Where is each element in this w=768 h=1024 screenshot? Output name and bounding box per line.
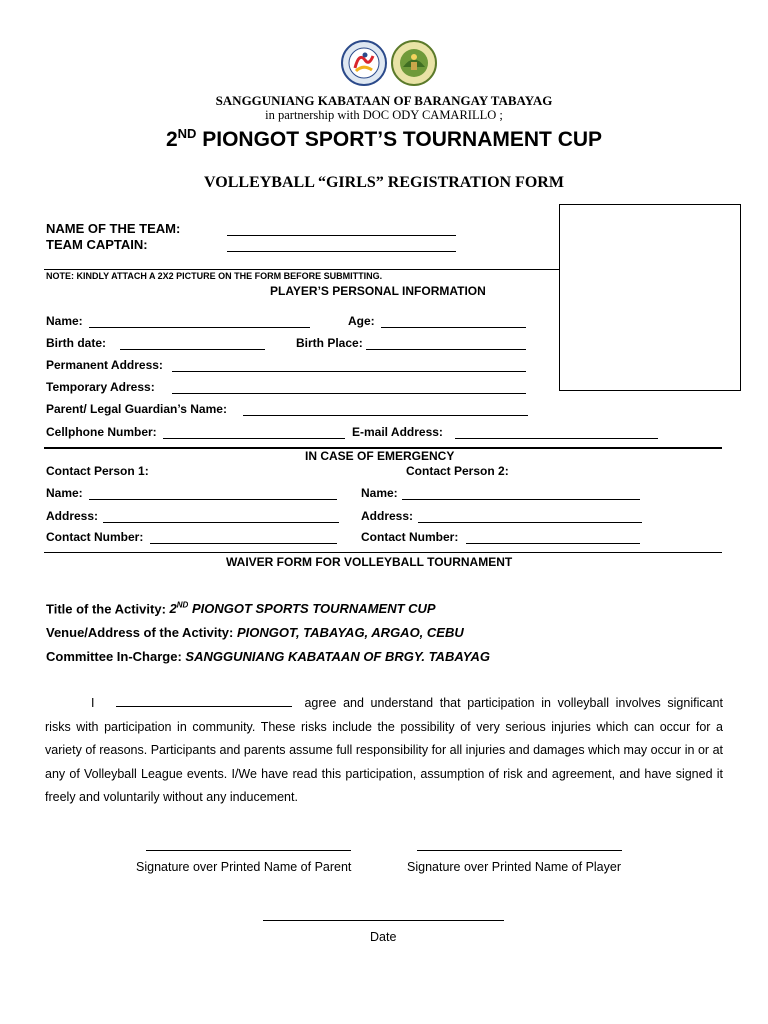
personal-info-heading: PLAYER’S PERSONAL INFORMATION [270, 284, 486, 298]
team-name-label: NAME OF THE TEAM: [46, 221, 181, 236]
age-label: Age: [348, 314, 375, 328]
committee-line [46, 649, 490, 664]
photo-attachment-box[interactable] [559, 204, 741, 391]
date-field[interactable] [263, 920, 504, 921]
contact2-number-label: Contact Number: [361, 530, 459, 544]
activity-title-value [170, 601, 436, 616]
title-superscript: ND [177, 126, 197, 141]
form-title: VOLLEYBALL “GIRLS” REGISTRATION FORM [204, 174, 564, 191]
team-captain-label: TEAM CAPTAIN: [46, 237, 148, 252]
organization-name: SANGGUNIANG KABATAAN OF BARANGAY TABAYAG [215, 93, 553, 108]
team-name-field[interactable] [227, 235, 456, 236]
venue-value: PIONGOT, TABAYAG, ARGAO, CEBU [236, 625, 464, 640]
email-label: E-mail Address: [352, 425, 443, 439]
contact1-number-field[interactable] [150, 543, 337, 544]
birth-place-label: Birth Place: [296, 336, 363, 350]
contact1-name-field[interactable] [89, 499, 337, 500]
player-name-label: Name: [46, 314, 83, 328]
age-field[interactable] [381, 327, 526, 328]
contact-person-2-label: Contact Person 2: [406, 464, 509, 478]
activity-rest: PIONGOT SPORTS TOURNAMENT CUP [188, 601, 436, 617]
parent-signature-field[interactable] [146, 850, 351, 851]
sk-pilipinas-seal-icon [341, 40, 387, 86]
temporary-address-field[interactable] [172, 393, 526, 394]
player-signature-field[interactable] [417, 850, 622, 851]
contact2-number-field[interactable] [466, 543, 640, 544]
parent-signature-label: Signature over Printed Name of Parent [136, 860, 352, 874]
contact2-address-label: Address: [361, 509, 414, 523]
emergency-heading: IN CASE OF EMERGENCY [305, 449, 455, 463]
header-logos [339, 40, 439, 88]
waiver-heading: WAIVER FORM FOR VOLLEYBALL TOURNAMENT [226, 555, 513, 569]
venue-line [46, 625, 464, 640]
contact2-name-field[interactable] [402, 499, 640, 500]
activity-prefix: 2 [169, 601, 177, 617]
player-name-field[interactable] [89, 327, 310, 328]
contact-person-1-label: Contact Person 1: [46, 464, 149, 478]
permanent-address-field[interactable] [172, 371, 526, 372]
waiver-divider [44, 552, 722, 553]
date-label: Date [370, 930, 397, 944]
barangay-tabayag-seal-icon [391, 40, 437, 86]
waiver-player-name-field[interactable] [116, 694, 292, 707]
guardian-name-field[interactable] [243, 415, 528, 416]
cellphone-field[interactable] [163, 438, 345, 439]
tournament-title [0, 126, 768, 152]
contact1-name-label: Name: [46, 486, 83, 500]
activity-superscript: ND [176, 601, 189, 610]
activity-title-line [46, 601, 436, 616]
title-rest: PIONGOT SPORT’S TOURNAMENT CUP [196, 128, 603, 151]
section-divider [44, 269, 559, 270]
waiver-paragraph [45, 692, 723, 810]
waiver-pronoun: I [91, 696, 95, 710]
contact2-address-field[interactable] [418, 522, 642, 523]
partner-line: in partnership with DOC ODY CAMARILLO ; [265, 108, 503, 122]
activity-title-label: Title of the Activity: [46, 601, 166, 617]
venue-label: Venue/Address of the Activity: [46, 625, 234, 640]
contact1-address-field[interactable] [103, 522, 339, 523]
contact2-name-label: Name: [361, 486, 398, 500]
birth-date-field[interactable] [120, 349, 265, 350]
permanent-address-label: Permanent Address: [46, 358, 163, 372]
contact1-address-label: Address: [46, 509, 99, 523]
contact1-number-label: Contact Number: [46, 530, 144, 544]
email-field[interactable] [455, 438, 658, 439]
cellphone-label: Cellphone Number: [46, 425, 157, 439]
guardian-name-label: Parent/ Legal Guardian’s Name: [46, 402, 227, 416]
team-captain-field[interactable] [227, 251, 456, 252]
temporary-address-label: Temporary Adress: [46, 380, 155, 394]
waiver-text: agree and understand that participation in volleyball involves significant risks with participation in community. These risks include the possibility of very serious injuries which can occur for a variety of reasons. Participants and parents assume full responsibility for all injuries and damages which may occur in or at any of Volleyball League events. I/We have read this participation, assumption of risk and agreement, and have signed it freely and voluntarily without any inducement. [45, 696, 723, 805]
player-signature-label: Signature over Printed Name of Player [407, 860, 621, 874]
committee-label: Committee In-Charge: [46, 649, 182, 664]
birth-place-field[interactable] [366, 349, 526, 350]
committee-value: SANGGUNIANG KABATAAN OF BRGY. TABAYAG [185, 649, 490, 664]
photo-note: NOTE: KINDLY ATTACH A 2X2 PICTURE ON THE FORM BEFORE SUBMITTING. [46, 271, 383, 281]
birth-date-label: Birth date: [46, 336, 106, 350]
title-prefix: 2 [165, 128, 178, 151]
